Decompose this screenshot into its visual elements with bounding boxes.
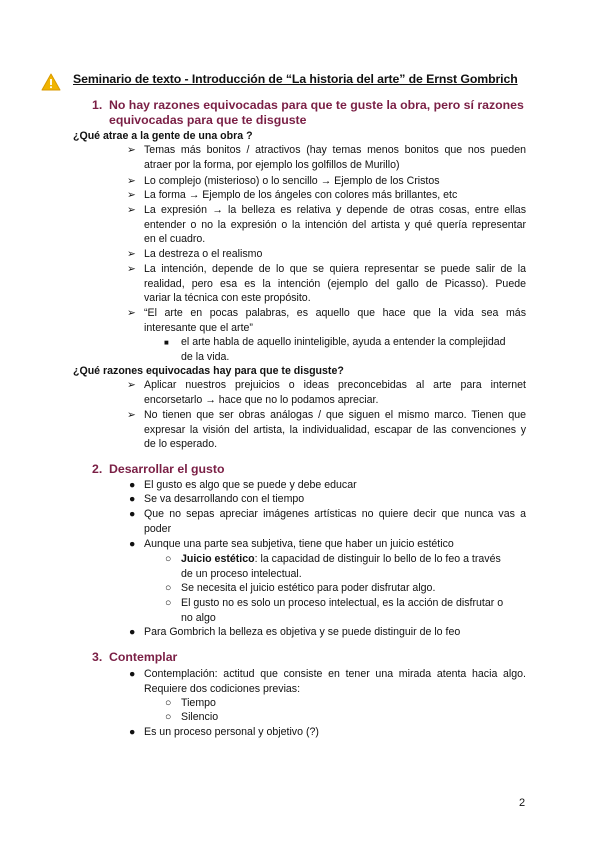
- circle-bullet-icon: ○: [165, 597, 172, 609]
- bullet-form: La forma → Ejemplo de los ángeles con colores más brillantes, etc: [144, 189, 458, 201]
- bullet-dot-icon: ●: [129, 508, 136, 520]
- circle-bullet-icon: ○: [165, 711, 172, 723]
- section-1-number: 1.: [92, 98, 103, 112]
- arrow-bullet-icon: ➢: [127, 175, 136, 187]
- bullet-dot-icon: ●: [129, 626, 136, 638]
- square-bullet-icon: ■: [164, 338, 169, 347]
- arrow-bullet-icon: ➢: [127, 204, 136, 216]
- warning-icon: [41, 73, 61, 91]
- section-2-number: 2.: [92, 462, 103, 476]
- sub-bullet-complexity: el arte habla de aquello ininteligible, ayuda a entender la complejidad de la vida.: [181, 336, 506, 363]
- arrow-bullet-icon: ➢: [127, 263, 136, 275]
- bullet-develops-time: Se va desarrollando con el tiempo: [144, 493, 305, 505]
- arrow-bullet-icon: ➢: [127, 248, 136, 260]
- bullet-contemplation: Contemplación: actitud que consiste en tener una mirada atenta hacia algo. Requiere dos codiciones previas:: [144, 668, 526, 695]
- arrow-bullet-icon: ➢: [127, 144, 136, 156]
- bullet-skill: La destreza o el realismo: [144, 248, 263, 260]
- bullet-themes: Temas más bonitos / atractivos (hay temas menos bonitos que nos pueden atraer por la forma, por ejemplo los golfillos de Murillo): [144, 144, 526, 171]
- document-title: Seminario de texto - Introducción de “La historia del arte” de Ernst Gombrich: [73, 72, 518, 86]
- section-1-heading-line1: No hay razones equivocadas para que te guste la obra, pero sí razones: [109, 98, 524, 112]
- arrow-bullet-icon: ➢: [127, 189, 136, 201]
- bullet-dot-icon: ●: [129, 726, 136, 738]
- arrow-bullet-icon: ➢: [127, 409, 136, 421]
- bullet-quote: “El arte en pocas palabras, es aquello que hace que la vida sea más interesante que el arte”: [144, 307, 526, 334]
- bullet-prejudices: Aplicar nuestros prejuicios o ideas preconcebidas al arte para internet encorsetarlo → hace que no lo podamos apreciar.: [144, 379, 526, 406]
- arrow-bullet-icon: ➢: [127, 379, 136, 391]
- bullet-taste-educate: El gusto es algo que se puede y debe educar: [144, 479, 357, 491]
- bullet-gombrich-beauty: Para Gombrich la belleza es objetiva y se puede distinguir de lo feo: [144, 626, 461, 638]
- sub-bullet-taste-process: El gusto no es solo un proceso intelectual, es la acción de disfrutar o no algo: [181, 597, 504, 624]
- circle-bullet-icon: ○: [165, 553, 172, 565]
- arrow-bullet-icon: ➢: [127, 307, 136, 319]
- bullet-dot-icon: ●: [129, 668, 136, 680]
- section-2-heading: Desarrollar el gusto: [109, 462, 225, 476]
- circle-bullet-icon: ○: [165, 582, 172, 594]
- bullet-complexity: Lo complejo (misterioso) o lo sencillo → Ejemplo de los Cristos: [144, 175, 440, 187]
- bullet-appreciate: Que no sepas apreciar imágenes artísticas no quiere decir que nunca vas a poder: [144, 508, 526, 535]
- bullet-expression: La expresión → la belleza es relativa y depende de otras cosas, entre ellas entender o no la expresión o la intención del artista y qué quería representar en el cuadro.: [144, 204, 526, 246]
- page-number: 2: [519, 797, 526, 809]
- bullet-personal-process: Es un proceso personal y objetivo (?): [144, 726, 319, 738]
- section-1-heading-line2: equivocadas para que te disguste: [109, 113, 307, 127]
- bullet-dot-icon: ●: [129, 479, 136, 491]
- bullet-intention: La intención, depende de lo que se quiera representar se puede salir de la realidad, pero esa es la intención (ejemplo del gallo de Picasso). Puede variar la técnica con este propósito.: [144, 263, 526, 305]
- question-wrong-reasons: ¿Qué razones equivocadas hay para que te disguste?: [73, 365, 344, 377]
- circle-bullet-icon: ○: [165, 697, 172, 709]
- sub-bullet-need-judgment: Se necesita el juicio estético para poder disfrutar algo.: [181, 582, 436, 594]
- section-3-number: 3.: [92, 650, 103, 664]
- question-attracts: ¿Qué atrae a la gente de una obra ?: [73, 130, 253, 142]
- bullet-subjective: Aunque una parte sea subjetiva, tiene que haber un juicio estético: [144, 538, 454, 550]
- section-3-heading: Contemplar: [109, 650, 178, 664]
- sub-bullet-aesthetic-judgment: Juicio estético: la capacidad de distinguir lo bello de lo feo a través de un proceso intelectual.: [181, 553, 501, 580]
- sub-bullet-silence: Silencio: [181, 711, 219, 723]
- bullet-dot-icon: ●: [129, 493, 136, 505]
- sub-bullet-time: Tiempo: [181, 697, 216, 709]
- bullet-dot-icon: ●: [129, 538, 136, 550]
- bullet-analogous: No tienen que ser obras análogas / que siguen el mismo marco. Tienen que expresar la visión del artista, la individualidad, escapar de las convenciones y de lo esperado.: [144, 409, 526, 451]
